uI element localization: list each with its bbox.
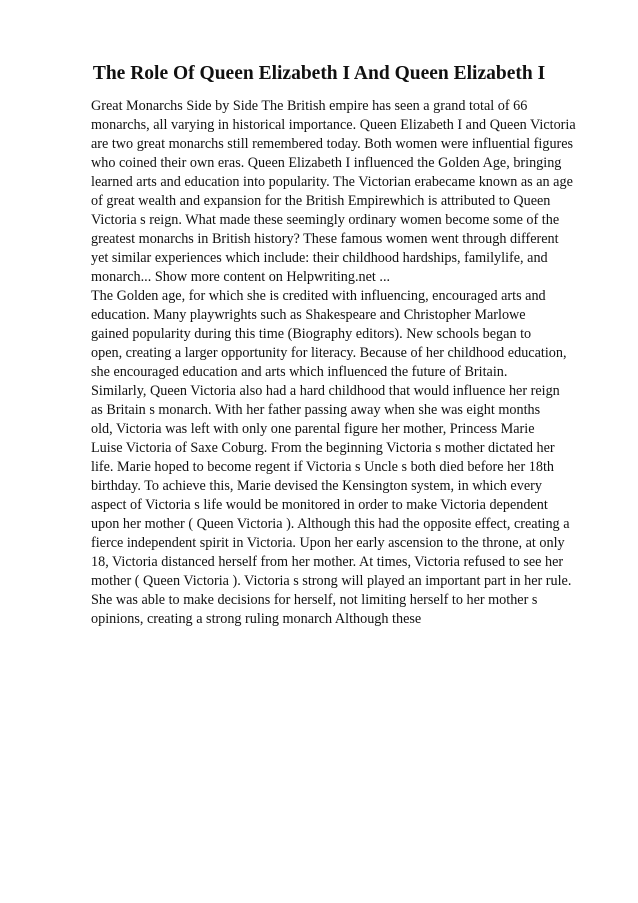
body-line: open, creating a larger opportunity for literacy. Because of her childhood education, [91,345,567,361]
body-line: 18, Victoria distanced herself from her mother. At times, Victoria refused to see her [91,554,564,570]
body-line: greatest monarchs in British history? These famous women went through different [91,231,559,247]
body-line: Similarly, Queen Victoria also had a hard childhood that would influence her reign [91,383,560,399]
body-line: aspect of Victoria s life would be monitored in order to make Victoria dependent [91,497,548,513]
body-line: of great wealth and expansion for the British Empirewhich is attributed to Queen [91,193,551,209]
body-line: mother ( Queen Victoria ). Victoria s strong will played an important part in her rule. [91,573,572,589]
body-line: monarch... Show more content on Helpwriting.net ... [91,269,391,285]
body-line: Luise Victoria of Saxe Coburg. From the beginning Victoria s mother dictated her [91,440,555,456]
body-line: upon her mother ( Queen Victoria ). Although this had the opposite effect, creating a [91,516,570,532]
body-line: education. Many playwrights such as Shakespeare and Christopher Marlowe [91,307,526,323]
body-line: as Britain s monarch. With her father passing away when she was eight months [91,402,541,418]
body-line: old, Victoria was left with only one parental figure her mother, Princess Marie [91,421,535,437]
body-line: She was able to make decisions for herself, not limiting herself to her mother s [91,592,538,608]
body-line: birthday. To achieve this, Marie devised the Kensington system, in which every [91,478,542,494]
body-line: are two great monarchs still remembered today. Both women were influential figures [91,136,574,152]
body-line: yet similar experiences which include: their childhood hardships, familylife, and [91,250,548,266]
document-title: The Role Of Queen Elizabeth I And Queen Elizabeth I [92,63,546,84]
body-line: The Golden age, for which she is credited with influencing, encouraged arts and [91,288,546,304]
body-line: she encouraged education and arts which influenced the future of Britain. [91,364,508,380]
body-line: who coined their own eras. Queen Elizabeth I influenced the Golden Age, bringing [91,155,562,171]
document-body [91,97,611,629]
body-line: learned arts and education into popularity. The Victorian erabecame known as an age [91,174,573,190]
body-line: fierce independent spirit in Victoria. Upon her early ascension to the throne, at only [91,535,565,551]
body-line: life. Marie hoped to become regent if Victoria s Uncle s both died before her 18th [91,459,554,475]
body-line: monarchs, all varying in historical importance. Queen Elizabeth I and Queen Victoria [91,117,576,133]
body-line: gained popularity during this time (Biography editors). New schools began to [91,326,532,342]
body-line: opinions, creating a strong ruling monarch Although these [91,611,422,627]
body-line: Victoria s reign. What made these seemingly ordinary women become some of the [91,212,560,228]
body-line: Great Monarchs Side by Side The British empire has seen a grand total of 66 [91,98,528,114]
